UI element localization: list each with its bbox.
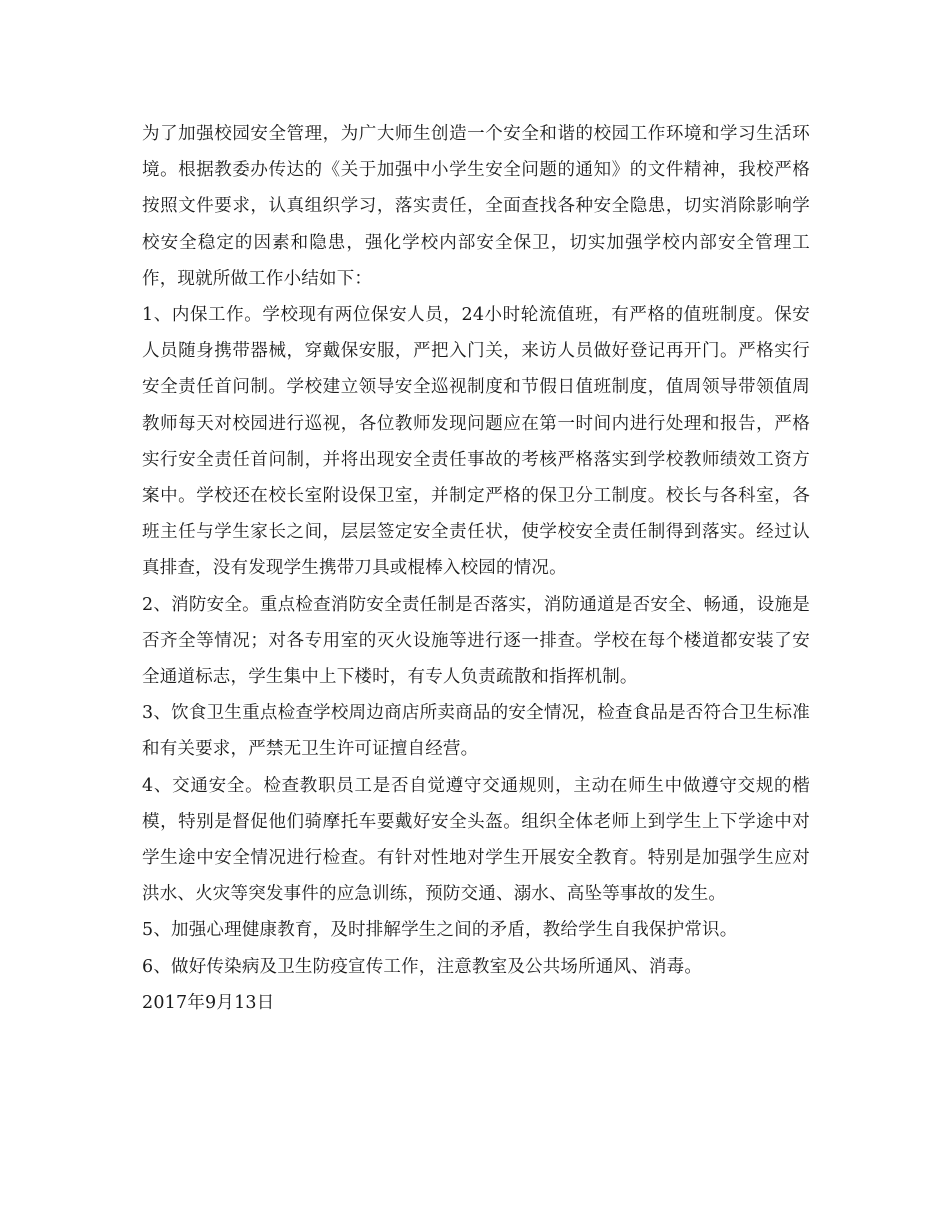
- item-paragraph-2: 2、消防安全。重点检查消防安全责任制是否落实，消防通道是否安全、畅通，设施是否齐全等情况；对各专用室的灭火设施等进行逐一排查。学校在每个楼道都安装了安全通道标志，学生集中上下楼时，有专人负责疏散和指挥机制。: [142, 594, 810, 688]
- document-date: 2017年9月13日: [142, 992, 275, 1013]
- item-paragraph-1: 1、内保工作。学校现有两位保安人员，24小时轮流值班，有严格的值班制度。保安人员随身携带器械，穿戴保安服，严把入门关，来访人员做好登记再开门。严格实行安全责任首问制。学校建立领导安全巡视制度和节假日值班制度，值周领导带领值周教师每天对校园进行巡视，各位教师发现问题应在第一时间内进行处理和报告，严格实行安全责任首问制，并将出现安全责任事故的考核严格落实到学校教师绩效工资方案中。学校还在校长室附设保卫室，并制定严格的保卫分工制度。校长与各科室，各班主任与学生家长之间，层层签定安全责任状，使学校安全责任制得到落实。经过认真排查，没有发现学生携带刀具或棍棒入校园的情况。: [142, 305, 810, 579]
- item-paragraph-3: 3、饮食卫生重点检查学校周边商店所卖商品的安全情况，检查食品是否符合卫生标准和有关要求，严禁无卫生许可证擅自经营。: [142, 703, 810, 760]
- intro-paragraph: 为了加强校园安全管理，为广大师生创造一个安全和谐的校园工作环境和学习生活环境。根据教委办传达的《关于加强中小学生安全问题的通知》的文件精神，我校严格按照文件要求，认真组织学习，落实责任，全面查找各种安全隐患，切实消除影响学校安全稳定的因素和隐患，强化学校内部安全保卫，切实加强学校内部安全管理工作，现就所做工作小结如下：: [142, 124, 810, 289]
- item-paragraph-4: 4、交通安全。检查教职员工是否自觉遵守交通规则，主动在师生中做遵守交规的楷模，特别是督促他们骑摩托车要戴好安全头盔。组织全体老师上到学生上下学途中对学生途中安全情况进行检查。有针对性地对学生开展安全教育。特别是加强学生应对洪水、火灾等突发事件的应急训练，预防交通、溺水、高坠等事故的发生。: [142, 775, 810, 905]
- document-body: [142, 116, 810, 1021]
- item-paragraph-6: 6、做好传染病及卫生防疫宣传工作，注意教室及公共场所通风、消毒。: [142, 956, 703, 977]
- item-paragraph-5: 5、加强心理健康教育，及时排解学生之间的矛盾，教给学生自我保护常识。: [142, 920, 738, 941]
